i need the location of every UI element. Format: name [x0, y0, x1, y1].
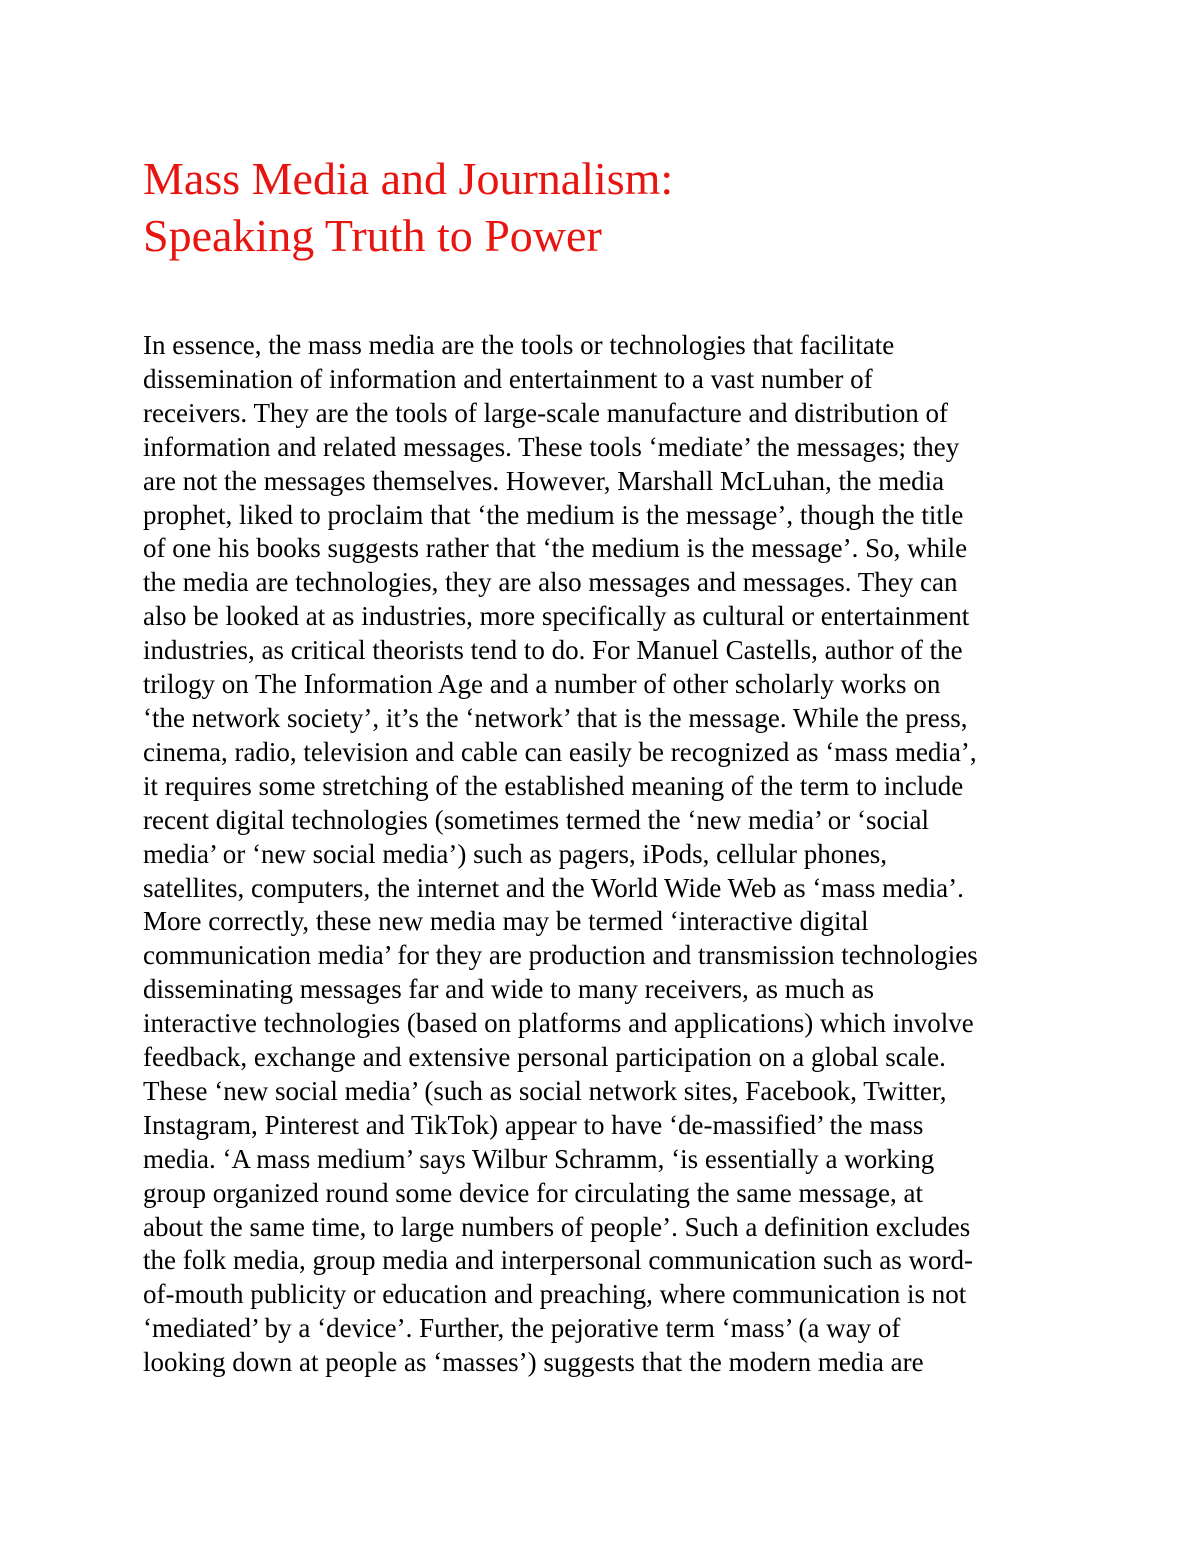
body-paragraph: [143, 329, 1083, 1380]
body-line: of-mouth publicity or education and preaching, where communication is not: [143, 1279, 967, 1310]
body-line: group organized round some device for circulating the same message, at: [143, 1177, 923, 1208]
body-line: disseminating messages far and wide to many receivers, as much as: [143, 974, 875, 1005]
title-line-1: Mass Media and Journalism:: [143, 153, 674, 204]
body-line: the media are technologies, they are also messages and messages. They can: [143, 567, 958, 598]
title-line-2: Speaking Truth to Power: [143, 210, 602, 261]
body-line: feedback, exchange and extensive personal participation on a global scale.: [143, 1042, 946, 1073]
body-line: information and related messages. These tools ‘mediate’ the messages; they: [143, 431, 960, 462]
body-line: receivers. They are the tools of large-scale manufacture and distribution of: [143, 397, 948, 428]
body-line: trilogy on The Information Age and a number of other scholarly works on: [143, 669, 941, 700]
body-line: ‘mediated’ by a ‘device’. Further, the pejorative term ‘mass’ (a way of: [143, 1313, 901, 1344]
body-line: it requires some stretching of the established meaning of the term to include: [143, 770, 964, 801]
body-line: interactive technologies (based on platforms and applications) which involve: [143, 1008, 974, 1039]
body-line: communication media’ for they are production and transmission technologies: [143, 940, 978, 971]
body-line: prophet, liked to proclaim that ‘the medium is the message’, though the title: [143, 499, 964, 530]
body-line: are not the messages themselves. However, Marshall McLuhan, the media: [143, 465, 945, 496]
body-line: about the same time, to large numbers of people’. Such a definition excludes: [143, 1211, 971, 1242]
body-line: Instagram, Pinterest and TikTok) appear to have ‘de-massified’ the mass: [143, 1109, 924, 1140]
body-line: ‘the network society’, it’s the ‘network’ that is the message. While the press,: [143, 702, 968, 733]
body-line: of one his books suggests rather that ‘the medium is the message’. So, while: [143, 533, 968, 564]
body-line: In essence, the mass media are the tools or technologies that facilitate: [143, 330, 895, 360]
body-line: also be looked at as industries, more specifically as cultural or entertainment: [143, 601, 970, 632]
body-line: media. ‘A mass medium’ says Wilbur Schramm, ‘is essentially a working: [143, 1143, 935, 1174]
body-line: media’ or ‘new social media’) such as pagers, iPods, cellular phones,: [143, 838, 888, 869]
body-line: the folk media, group media and interpersonal communication such as word-: [143, 1245, 974, 1276]
body-line: satellites, computers, the internet and the World Wide Web as ‘mass media’.: [143, 872, 964, 903]
body-line: looking down at people as ‘masses’) suggests that the modern media are: [143, 1347, 924, 1378]
body-line: cinema, radio, television and cable can easily be recognized as ‘mass media’,: [143, 736, 977, 767]
body-line: recent digital technologies (sometimes termed the ‘new media’ or ‘social: [143, 804, 929, 835]
body-line: These ‘new social media’ (such as social network sites, Facebook, Twitter,: [143, 1075, 947, 1106]
body-line: industries, as critical theorists tend to do. For Manuel Castells, author of the: [143, 635, 963, 666]
body-line: More correctly, these new media may be termed ‘interactive digital: [143, 906, 869, 937]
document-title: [143, 150, 673, 264]
body-line: dissemination of information and entertainment to a vast number of: [143, 363, 873, 394]
